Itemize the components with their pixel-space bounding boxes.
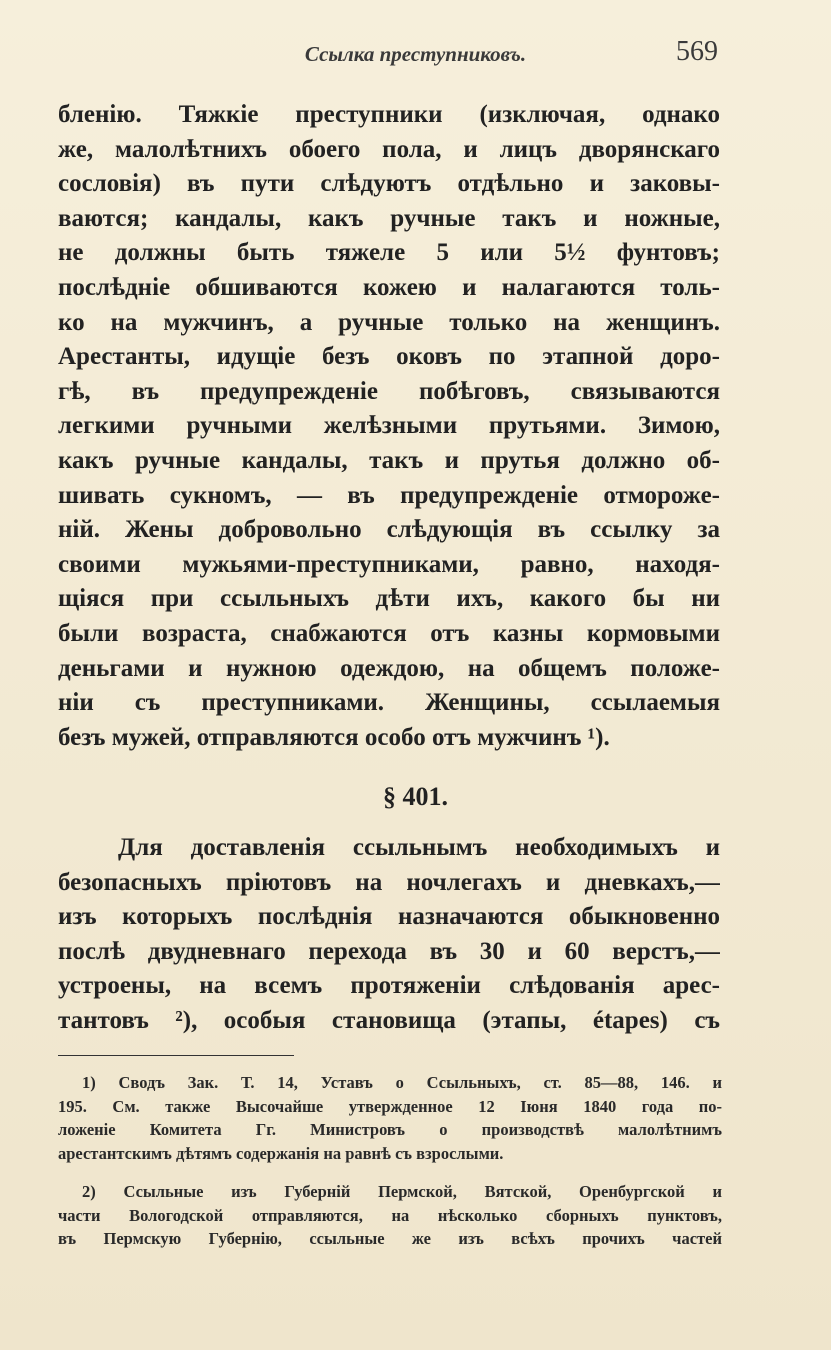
text-line: ніи съ преступниками. Женщины, ссылаемыя <box>58 689 720 717</box>
text-line: безопасныхъ пріютовъ на ночлегахъ и дневкахъ,— <box>58 868 720 896</box>
footnote-line: 195. См. также Высочайше утвержденное 12 Іюня 1840 года по- <box>58 1096 722 1116</box>
footnote-line: 1) Сводъ Зак. Т. 14, Уставъ о Ссыльныхъ, ст. 85—88, 146. и <box>82 1073 722 1092</box>
text-line: Для доставленія ссыльнымъ необходимыхъ и <box>118 834 720 861</box>
paragraph-continuation <box>58 98 720 755</box>
paragraph-section-401 <box>58 831 720 1039</box>
text-line: шивать сукномъ, — въ предупрежденіе отмороже- <box>58 481 720 509</box>
text-line: сословія) въ пути слѣдуютъ отдѣльно и заковы- <box>58 170 720 198</box>
page-number: 569 <box>676 36 718 67</box>
footnote-line: ложеніе Комитета Гг. Министровъ о производствѣ малолѣтнимъ <box>58 1120 722 1139</box>
text-line: гѣ, въ предупрежденіе побѣговъ, связываются <box>58 377 720 405</box>
text-line: безъ мужей, отправляются особо отъ мужчинъ ¹). <box>58 723 610 751</box>
text-line: послѣ двудневнаго перехода въ 30 и 60 верстъ,— <box>58 937 720 965</box>
text-line: бленію. Тяжкіе преступники (изключая, однако <box>58 101 720 128</box>
text-line: какъ ручные кандалы, такъ и прутья должно об- <box>58 446 720 474</box>
text-line: щіяся при ссыльныхъ дѣти ихъ, какого бы ни <box>58 585 720 613</box>
text-line: деньгами и нужною одеждою, на общемъ положе- <box>58 654 720 682</box>
text-line: ко на мужчинъ, а ручные только на женщинъ. <box>58 308 720 336</box>
text-line: ній. Жены добровольно слѣдующія въ ссылку за <box>58 516 720 544</box>
text-line: же, малолѣтнихъ обоего пола, и лицъ дворянскаго <box>58 135 720 163</box>
footnote-2 <box>58 1180 722 1251</box>
text-line: тантовъ ²), особыя становища (этапы, étapes) съ <box>58 1006 720 1034</box>
text-line: послѣдніе обшиваются кожею и налагаются толь- <box>58 273 720 301</box>
text-line: изъ которыхъ послѣднія назначаются обыкновенно <box>58 903 720 931</box>
text-line: устроены, на всемъ протяженіи слѣдованія арес- <box>58 972 720 1000</box>
text-line: не должны быть тяжеле 5 или 5½ фунтовъ; <box>58 239 720 267</box>
footnote-1 <box>58 1071 722 1165</box>
text-line: своими мужьями-преступниками, равно, находя- <box>58 550 720 578</box>
footnote-line: 2) Ссыльные изъ Губерній Пермской, Вятской, Оренбургской и <box>82 1182 722 1201</box>
text-line: ваются; кандалы, какъ ручные такъ и ножные, <box>58 204 720 232</box>
text-line: легкими ручными желѣзными прутьями. Зимою, <box>58 412 720 440</box>
footnote-line: въ Пермскую Губернію, ссыльные же изъ всѣхъ прочихъ частей <box>58 1229 722 1248</box>
footnote-line: арестантскимъ дѣтямъ содержанія на равнѣ съ взрослыми. <box>58 1143 504 1163</box>
section-heading: § 401. <box>383 782 448 811</box>
text-line: были возраста, снабжаются отъ казны кормовыми <box>58 619 720 647</box>
footnote-separator <box>58 1055 294 1056</box>
text-line: Арестанты, идущіе безъ оковъ по этапной доро- <box>58 343 720 371</box>
footnote-line: части Вологодской отправляются, на нѣсколько сборныхъ пунктовъ, <box>58 1205 722 1225</box>
running-title: Ссылка преступниковъ. <box>304 42 527 66</box>
